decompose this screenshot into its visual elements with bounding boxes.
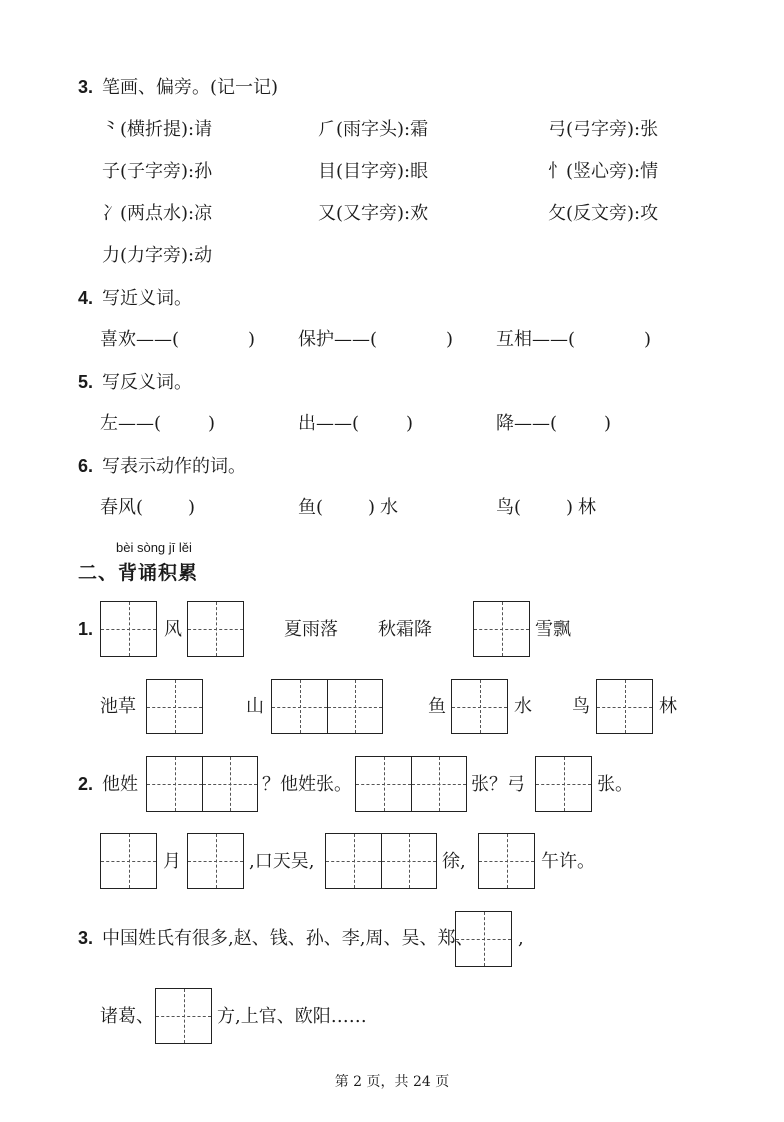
answer-grid[interactable] [187, 601, 244, 657]
section3-number: 3. [78, 77, 94, 97]
action-suffix: 水 [380, 497, 398, 518]
page-footer: 第 2 页，共 24 页 [334, 1074, 450, 1090]
antonym-prompt: 出——( [298, 413, 360, 434]
synonym-close: ) [644, 329, 652, 350]
radical-item: 目(目字旁):眼 [318, 161, 429, 182]
answer-grid[interactable] [100, 601, 157, 657]
answer-grid[interactable] [155, 988, 212, 1044]
radical-item: 忄(竖心旁):情 [548, 161, 659, 182]
synonym-prompt: 喜欢——( [100, 329, 180, 350]
recite-text: 鸟 [572, 696, 590, 717]
recite1-number: 1. [78, 619, 94, 639]
antonym-prompt: 左——( [100, 413, 162, 434]
section5-number: 5. [78, 372, 94, 392]
synonym-close: ) [446, 329, 454, 350]
recite-text: 林 [659, 696, 677, 717]
answer-grid[interactable] [187, 833, 244, 889]
recite-text: 他姓 [102, 774, 138, 795]
answer-grid[interactable] [455, 911, 512, 967]
recite-text: 张？弓 [471, 774, 525, 795]
radical-item: 子(子字旁):孙 [102, 161, 213, 182]
radical-item: 弓(弓字旁):张 [548, 119, 659, 140]
recite-text: 徐, [442, 851, 466, 872]
action-close: ) [566, 497, 574, 518]
recite-text: 方,上官、欧阳…… [217, 1006, 367, 1027]
part2-heading: 二、背诵积累 [78, 562, 199, 584]
section4-title: 写近义词。 [102, 288, 192, 309]
synonym-close: ) [248, 329, 256, 350]
recite-text: 诸葛、 [100, 1006, 154, 1027]
section3-title: 笔画、偏旁。(记一记) [102, 77, 279, 98]
recite-text: 中国姓氏有很多,赵、钱、孙、李,周、吴、郑、 [102, 928, 474, 949]
radical-item: 又(又字旁):欢 [318, 203, 429, 224]
action-suffix: 林 [578, 497, 596, 518]
recite2-number: 2. [78, 774, 94, 794]
answer-grid[interactable] [271, 679, 383, 734]
answer-grid[interactable] [146, 679, 203, 734]
section6-title: 写表示动作的词。 [102, 456, 246, 477]
recite-text: ,口天吴, [249, 851, 315, 872]
answer-grid[interactable] [478, 833, 535, 889]
antonym-close: ) [406, 413, 414, 434]
recite-text: 山 [246, 696, 264, 717]
section4-number: 4. [78, 288, 94, 308]
recite-text: 雪飘 [535, 619, 571, 640]
antonym-prompt: 降——( [496, 413, 558, 434]
answer-grid[interactable] [146, 756, 258, 812]
heading-pinyin: bèi sòng jī lěi [116, 540, 192, 555]
recite3-number: 3. [78, 928, 94, 948]
radical-item: 攵(反文旁):攻 [548, 203, 659, 224]
recite-text: 鱼 [428, 696, 446, 717]
action-close: ) [368, 497, 376, 518]
action-prompt: 鱼( [298, 497, 324, 518]
answer-grid[interactable] [355, 756, 467, 812]
radical-item: 力(力字旁):动 [102, 245, 213, 266]
recite-text: 夏雨落 [284, 619, 338, 640]
recite-text: 风 [164, 619, 182, 640]
answer-grid[interactable] [535, 756, 592, 812]
recite-text: 水 [514, 696, 532, 717]
recite-text: 张。 [597, 774, 633, 795]
radical-item: 冫(两点水):凉 [102, 203, 213, 224]
synonym-prompt: 互相——( [496, 329, 576, 350]
action-close: ) [188, 497, 196, 518]
recite-text: ？他姓张。 [262, 774, 352, 795]
radical-item: ⺀(横折提):请 [102, 119, 213, 140]
section5-title: 写反义词。 [102, 372, 192, 393]
action-prompt: 春风( [100, 497, 144, 518]
answer-grid[interactable] [473, 601, 530, 657]
recite-text: 池草 [100, 696, 136, 717]
action-prompt: 鸟( [496, 497, 522, 518]
recite-text: 月 [163, 851, 181, 872]
answer-grid[interactable] [451, 679, 508, 734]
radical-item: ⺁(雨字头):霜 [318, 119, 429, 140]
recite-text: , [518, 928, 524, 949]
recite-text: 秋霜降 [378, 619, 432, 640]
section6-number: 6. [78, 456, 94, 476]
antonym-close: ) [208, 413, 216, 434]
answer-grid[interactable] [596, 679, 653, 734]
synonym-prompt: 保护——( [298, 329, 378, 350]
answer-grid[interactable] [325, 833, 437, 889]
antonym-close: ) [604, 413, 612, 434]
recite-text: 午许。 [541, 851, 595, 872]
answer-grid[interactable] [100, 833, 157, 889]
